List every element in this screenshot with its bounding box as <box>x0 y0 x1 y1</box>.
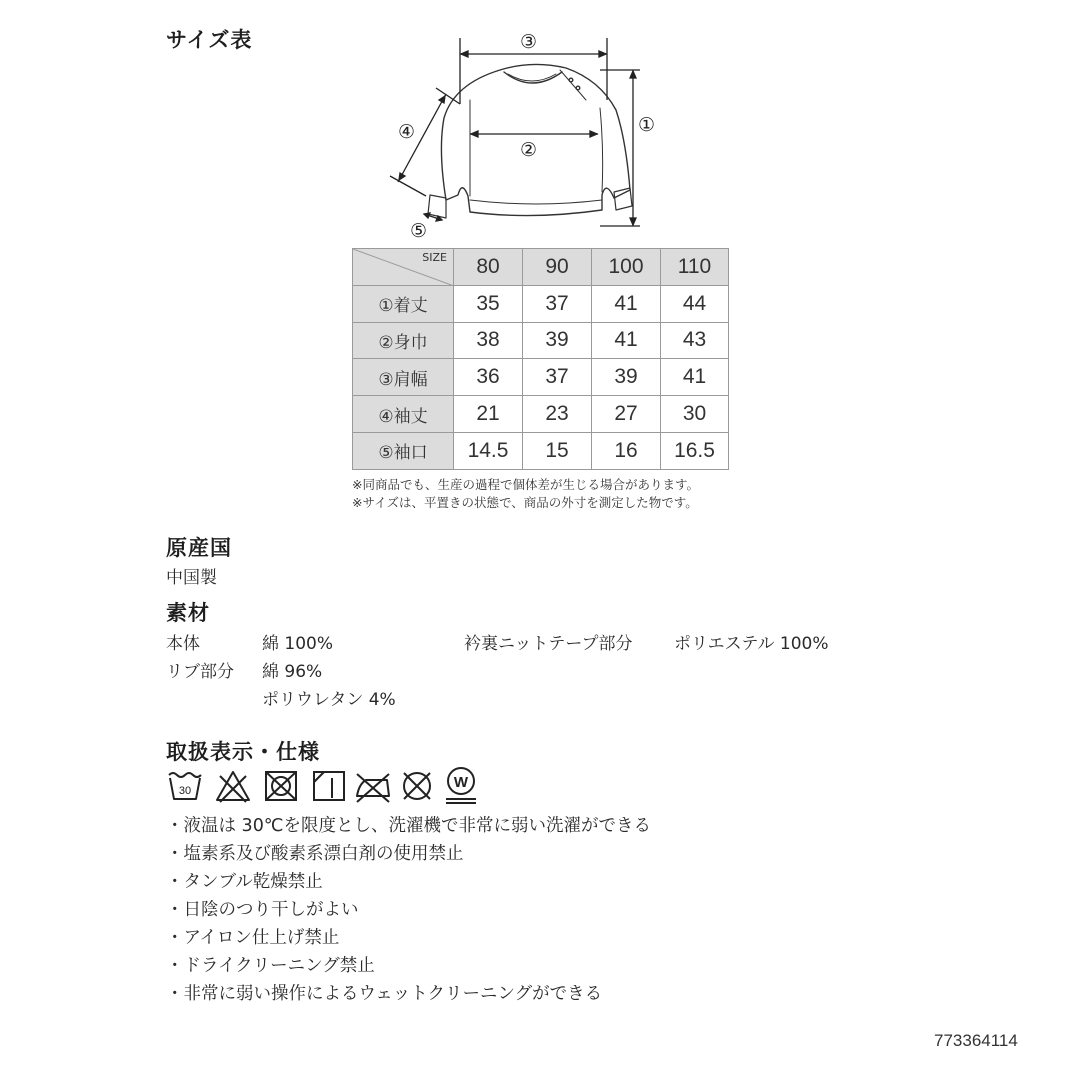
table-cell: 41 <box>592 322 661 359</box>
care-instructions-list <box>166 812 651 1008</box>
material-collar-value: ポリエステル 100% <box>674 634 829 654</box>
table-cell: 30 <box>661 396 729 433</box>
material-rib-value: ポリウレタン 4% <box>262 690 396 710</box>
marker-3: ③ <box>520 31 538 53</box>
size-header-row <box>353 249 729 286</box>
table-cell: 37 <box>523 359 592 396</box>
size-col-header: 80 <box>454 249 523 286</box>
table-cell: 37 <box>523 285 592 322</box>
table-cell: 27 <box>592 396 661 433</box>
table-cell: 39 <box>592 359 661 396</box>
marker-5: ⑤ <box>410 220 428 242</box>
row-label: ④袖丈 <box>353 396 454 433</box>
row-label: ①着丈 <box>353 285 454 322</box>
material-title: 素材 <box>166 601 210 625</box>
table-cell: 35 <box>454 285 523 322</box>
table-cell: 41 <box>661 359 729 396</box>
size-note: ※サイズは、平置きの状態で、商品の外寸を測定した物です。 <box>352 495 698 510</box>
size-chart-title: サイズ表 <box>166 28 253 52</box>
material-body-value: 綿 100% <box>262 634 334 654</box>
table-cell: 43 <box>661 322 729 359</box>
table-cell: 38 <box>454 322 523 359</box>
marker-2: ② <box>520 139 538 161</box>
list-item: ・日陰のつり干しがよい <box>166 900 359 920</box>
no-dry-clean-icon <box>398 768 436 804</box>
size-table <box>352 248 729 470</box>
table-row <box>353 285 729 322</box>
origin-value: 中国製 <box>166 568 217 588</box>
list-item: ・塩素系及び酸素系漂白剤の使用禁止 <box>166 844 464 864</box>
row-label: ③肩幅 <box>353 359 454 396</box>
table-cell: 44 <box>661 285 729 322</box>
size-corner-label: SIZE <box>422 251 447 264</box>
no-bleach-icon <box>214 768 252 804</box>
wet-clean-icon <box>442 764 480 804</box>
row-label: ②身巾 <box>353 322 454 359</box>
list-item: ・非常に弱い操作によるウェットクリーニングができる <box>166 984 603 1004</box>
care-title: 取扱表示・仕様 <box>166 740 320 764</box>
no-tumble-dry-icon <box>262 768 300 804</box>
list-item: ・液温は 30℃を限度とし、洗濯機で非常に弱い洗濯ができる <box>166 816 651 836</box>
material-collar-label: 衿裏ニットテープ部分 <box>464 634 633 654</box>
table-cell: 16.5 <box>661 432 729 469</box>
wash-30-icon <box>166 768 204 804</box>
size-col-header: 100 <box>592 249 661 286</box>
table-row <box>353 322 729 359</box>
no-iron-icon <box>354 768 392 804</box>
list-item: ・ドライクリーニング禁止 <box>166 956 375 976</box>
table-row <box>353 432 729 469</box>
table-cell: 16 <box>592 432 661 469</box>
table-cell: 36 <box>454 359 523 396</box>
table-cell: 21 <box>454 396 523 433</box>
table-row <box>353 359 729 396</box>
table-cell: 14.5 <box>454 432 523 469</box>
size-table-corner <box>353 249 454 286</box>
material-rib-value: 綿 96% <box>262 662 323 682</box>
origin-title: 原産国 <box>166 536 232 560</box>
table-cell: 39 <box>523 322 592 359</box>
list-item: ・タンブル乾燥禁止 <box>166 872 323 892</box>
material-body-label: 本体 <box>166 634 200 654</box>
wash-temp-label: 30 <box>178 785 192 797</box>
marker-1: ① <box>638 114 656 136</box>
row-label: ⑤袖口 <box>353 432 454 469</box>
table-row <box>353 396 729 433</box>
wet-clean-letter: W <box>453 774 469 791</box>
size-col-header: 90 <box>523 249 592 286</box>
size-col-header: 110 <box>661 249 729 286</box>
shade-hang-dry-icon <box>310 768 348 804</box>
marker-4: ④ <box>398 121 416 143</box>
table-cell: 15 <box>523 432 592 469</box>
list-item: ・アイロン仕上げ禁止 <box>166 928 340 948</box>
size-note: ※同商品でも、生産の過程で個体差が生じる場合があります。 <box>352 477 699 492</box>
table-cell: 41 <box>592 285 661 322</box>
table-cell: 23 <box>523 396 592 433</box>
material-rib-label: リブ部分 <box>166 662 234 682</box>
product-code: 773364114 <box>934 1031 1018 1050</box>
